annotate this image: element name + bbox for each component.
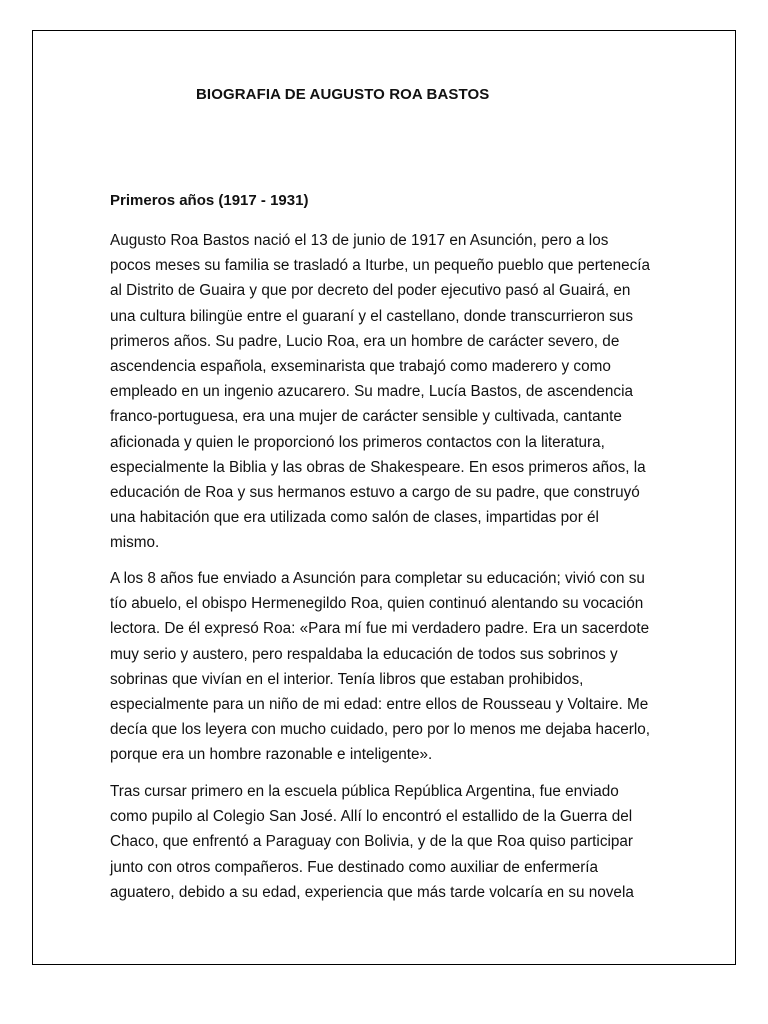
text-line: lectora. De él expresó Roa: «Para mí fue mi verdadero padre. Era un sacerdote xyxy=(110,620,650,638)
text-line: aguatero, debido a su edad, experiencia que más tarde volcaría en su novela xyxy=(110,883,634,901)
text-line: decía que los leyera con mucho cuidado, pero por lo menos me dejaba hacerlo, xyxy=(110,721,650,739)
text-line: ascendencia española, exseminarista que trabajó como maderero y como xyxy=(110,358,611,376)
text-line: porque era un hombre razonable e inteligente». xyxy=(110,746,433,764)
text-line: Augusto Roa Bastos nació el 13 de junio de 1917 en Asunción, pero a los xyxy=(110,232,609,249)
paragraph-2 xyxy=(110,566,670,768)
section-heading: Primeros años (1917 - 1931) xyxy=(110,192,309,209)
text-line: una habitación que era utilizada como salón de clases, impartidas por él xyxy=(110,509,599,527)
paragraph-1 xyxy=(110,228,670,556)
paragraph-3 xyxy=(110,779,670,905)
text-line: aficionada y quien le proporcionó los primeros contactos con la literatura, xyxy=(110,433,605,451)
text-line: al Distrito de Guaira y que por decreto del poder ejecutivo pasó al Guairá, en xyxy=(110,282,631,300)
text-line: pocos meses su familia se trasladó a Iturbe, un pequeño pueblo que pertenecía xyxy=(110,257,650,275)
text-line: mismo. xyxy=(110,534,160,552)
text-line: muy serio y austero, pero respaldaba la educación de todos sus sobrinos y xyxy=(110,645,618,663)
text-line: como pupilo al Colegio San José. Allí lo encontró el estallido de la Guerra del xyxy=(110,808,633,826)
text-line: una cultura bilingüe entre el guaraní y el castellano, donde transcurrieron sus xyxy=(110,307,633,325)
text-line: Tras cursar primero en la escuela pública República Argentina, fue enviado xyxy=(110,783,619,800)
text-line: A los 8 años fue enviado a Asunción para completar su educación; vivió con su xyxy=(110,570,645,587)
text-line: junto con otros compañeros. Fue destinado como auxiliar de enfermería xyxy=(110,858,599,876)
text-line: Chaco, que enfrentó a Paraguay con Bolivia, y de la que Roa quiso participar xyxy=(110,833,633,851)
document-title: BIOGRAFIA DE AUGUSTO ROA BASTOS xyxy=(196,86,490,103)
text-line: especialmente la Biblia y las obras de Shakespeare. En esos primeros años, la xyxy=(110,458,646,476)
text-line: franco-portuguesa, era una mujer de carácter sensible y cultivada, cantante xyxy=(110,408,622,426)
text-line: empleado en un ingenio azucarero. Su madre, Lucía Bastos, de ascendencia xyxy=(110,383,633,401)
text-line: tío abuelo, el obispo Hermenegildo Roa, quien continuó alentando su vocación xyxy=(110,595,644,613)
text-line: primeros años. Su padre, Lucio Roa, era un hombre de carácter severo, de xyxy=(110,332,620,350)
text-line: educación de Roa y sus hermanos estuvo a cargo de su padre, que construyó xyxy=(110,484,640,502)
text-line: especialmente para un niño de mi edad: entre ellos de Rousseau y Voltaire. Me xyxy=(110,696,649,714)
text-line: sobrinas que vivían en el interior. Tenía libros que estaban prohibidos, xyxy=(110,670,584,688)
